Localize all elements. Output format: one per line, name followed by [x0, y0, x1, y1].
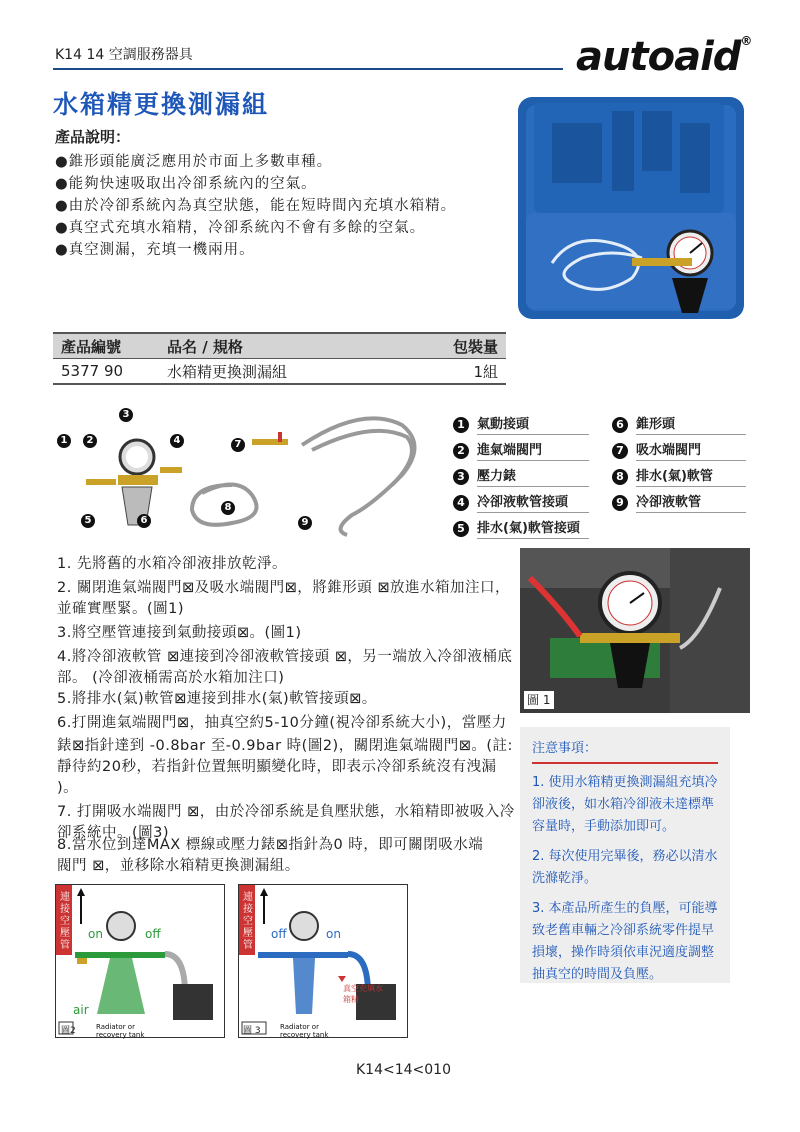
fig2-air-label: air [73, 1003, 89, 1017]
step-line-9: 錶⊠指針達到 -0.8bar 至-0.9bar 時(圖2)，關閉進氣端閥門⊠。(註: [57, 738, 513, 754]
notes-box [520, 727, 730, 983]
legend-item-5: 5 排水(氣)軟管接頭 [453, 519, 589, 539]
step-line-3: 並確實壓緊。(圖1) [57, 601, 185, 617]
callout-1: 1 [60, 435, 68, 446]
figure-3-diagram [238, 884, 408, 1038]
header-divider [53, 68, 563, 70]
callout-6: 6 [140, 515, 148, 526]
fig3-on-label: on [326, 927, 341, 941]
photo-figure-1 [520, 548, 750, 713]
diagram-callouts [57, 408, 312, 530]
legend-item-3: 3 壓力錶 [453, 467, 589, 487]
step-line-7: 5.將排水(氣)軟管⊠連接到排水(氣)軟管接頭⊠。 [57, 691, 377, 707]
cell-code: 5377 90 [53, 359, 159, 385]
product-case-image [512, 93, 750, 325]
bullet-4: ●真空式充填水箱精，冷卻系統內不會有多餘的空氣。 [55, 220, 426, 236]
step-line-8: 6.打開進氣端閥門⊠，抽真空約5-10分鐘(視冷卻系統大小)，當壓力 [57, 715, 507, 731]
callout-3: 3 [122, 409, 130, 420]
callout-2: 2 [86, 435, 94, 446]
product-spec-table [53, 332, 506, 385]
callout-9: 9 [301, 517, 309, 528]
note-2: 2. 每次使用完畢後，務必以清水洗滌乾淨。 [532, 849, 718, 886]
step-line-4: 3.將空壓管連接到氣動接頭⊠。(圖1) [57, 625, 302, 641]
note-1: 1. 使用水箱精更換測漏組充填冷卻液後，如水箱冷卻液未達標準容量時，手動添加即可。 [532, 775, 718, 834]
breadcrumb: K14 14 空調服務器具 [55, 47, 193, 63]
callout-7: 7 [234, 439, 242, 450]
page-number: K14<14<010 [356, 1062, 451, 1078]
legend-item-9: 9 冷卻液軟管 [612, 493, 746, 513]
bullet-1: ●錐形頭能廣泛應用於市面上多數車種。 [55, 154, 333, 170]
table-header-row [53, 333, 506, 359]
legend-item-8: 8 排水(氣)軟管 [612, 467, 746, 487]
callout-4: 4 [173, 435, 181, 446]
bullet-5: ●真空測漏，充填一機兩用。 [55, 242, 255, 258]
legend-item-4: 4 冷卻液軟管接頭 [453, 493, 589, 513]
fig3-off-label: off [271, 927, 287, 941]
fig2-off-label: off [145, 927, 161, 941]
brand-logo [576, 34, 751, 80]
note-3: 3. 本產品所產生的負壓，可能導致老舊車輛之冷卻系統零件提早損壞，操作時須依車況適度調整抽真空的時間及負壓。 [532, 901, 718, 982]
cell-name: 水箱精更換測漏組 [159, 359, 399, 385]
step-line-12: 7. 打開吸水端閥門 ⊠，由於冷卻系統是負壓狀態，水箱精即被吸入冷 [57, 804, 515, 820]
step-line-13: 卻系統中。(圖3) [57, 825, 170, 841]
step-line-10: 靜待約20秒，若指針位置無明顯變化時，即表示冷卻系統沒有洩漏 [57, 759, 497, 775]
step-line-2: 2. 關閉進氣端閥門⊠及吸水端閥門⊠，將錐形頭 ⊠放進水箱加注口， [57, 580, 510, 596]
table-row [53, 359, 506, 385]
legend-item-7: 7 吸水端閥門 [612, 441, 746, 461]
col-name: 品名 / 規格 [159, 333, 399, 359]
col-pack: 包裝量 [399, 333, 506, 359]
col-code: 產品編號 [53, 333, 159, 359]
fig2-tank-label: Radiator or recovery tank [96, 1023, 145, 1039]
parts-diagram [52, 405, 432, 550]
legend-item-6: 6 錐形頭 [612, 415, 746, 435]
cell-pack: 1組 [399, 359, 506, 385]
step-line-11: )。 [57, 780, 79, 796]
step-line-1: 1. 先將舊的水箱冷卻液排放乾淨。 [57, 556, 287, 572]
description-heading: 產品說明： [55, 128, 131, 146]
fig3-label: 圖 3 [243, 1026, 261, 1036]
notes-heading: 注意事項： [532, 737, 718, 764]
fig3-fill-label: 真空充填水箱精 [343, 984, 383, 1004]
fig3-side-label: 連接空壓管 [243, 892, 253, 951]
fig2-on-label: on [88, 927, 103, 941]
fig3-tank-label: Radiator or recovery tank [280, 1023, 329, 1039]
logo-registered: ® [740, 34, 752, 48]
step-line-14: 8.當水位到達MAX 標線或壓力錶⊠指針為0 時，即可關閉吸水端 [57, 837, 484, 853]
step-line-5: 4.將冷卻液軟管 ⊠連接到冷卻液軟管接頭 ⊠，另一端放入冷卻液桶底 [57, 649, 513, 665]
step-line-15: 閥門 ⊠，並移除水箱精更換測漏組。 [57, 858, 300, 874]
photo-label: 圖 1 [527, 693, 551, 707]
bullet-2: ●能夠快速吸取出冷卻系統內的空氣。 [55, 176, 317, 192]
fig2-side-label: 連接空壓管 [60, 892, 70, 951]
bullet-3: ●由於冷卻系統內為真空狀態，能在短時間內充填水箱精。 [55, 198, 457, 214]
legend-item-2: 2 進氣端閥門 [453, 441, 589, 461]
legend-item-1: 1 氣動接頭 [453, 415, 589, 435]
callout-5: 5 [84, 515, 92, 526]
page-title: 水箱精更換測漏組 [53, 90, 270, 119]
logo-text: autoaid [576, 34, 741, 80]
step-line-6: 部。 (冷卻液桶需高於水箱加注口) [57, 670, 285, 686]
callout-8: 8 [224, 502, 232, 513]
fig2-label: 圖2 [61, 1026, 76, 1036]
